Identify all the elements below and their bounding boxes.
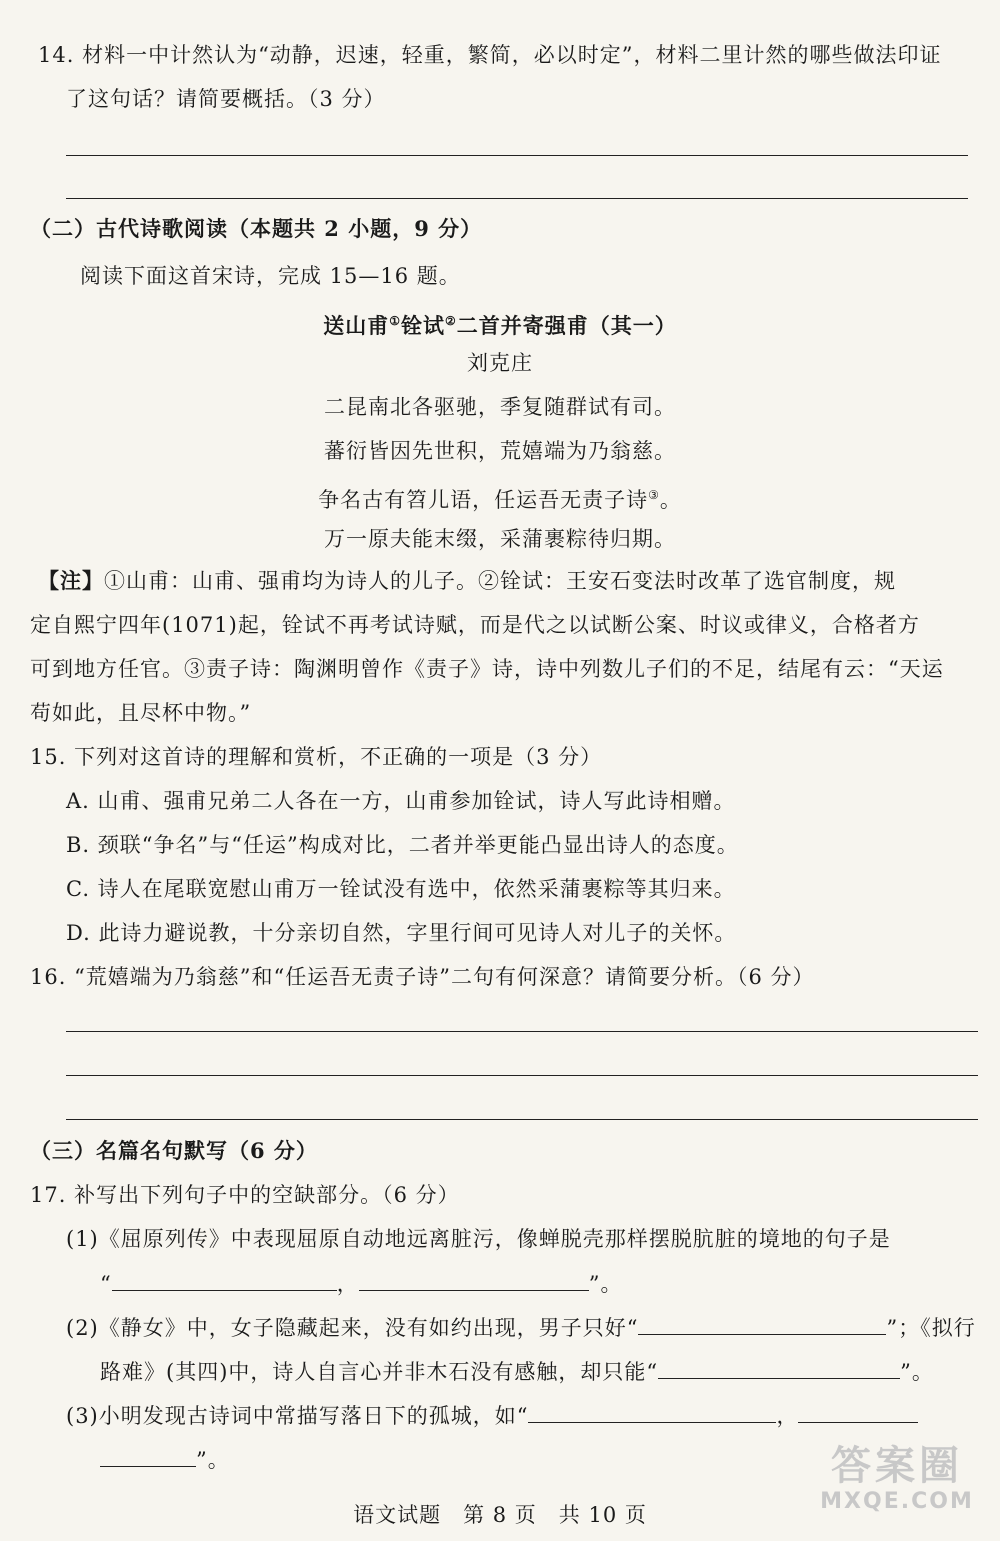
answer-line[interactable] xyxy=(66,155,968,156)
poem-note-line4: 苟如此，且尽杯中物。” xyxy=(30,701,252,725)
comma: ， xyxy=(336,1272,359,1296)
poem-note-line3: 可到地方任官。③责子诗：陶渊明曾作《责子》诗，诗中列数儿子们的不足，结尾有云：“天运 xyxy=(30,657,944,681)
q17-part3-line2 xyxy=(100,1444,230,1475)
q14-stem-line2: 了这句话？请简要概括。（3 分） xyxy=(66,87,386,111)
poem-line: 蕃衍皆因先世积，荒嬉端为乃翁慈。 xyxy=(324,439,676,463)
footnote-marker: ② xyxy=(445,314,457,328)
quote-close: ”。 xyxy=(588,1272,623,1296)
q16-stem: 16. “荒嬉端为乃翁慈”和“任运吾无责子诗”二句有何深意？请简要分析。（6 分） xyxy=(30,965,815,989)
answer-line[interactable] xyxy=(66,1075,978,1076)
poem-note-line1 xyxy=(38,566,896,596)
poem-note-line2: 定自熙宁四年(1071)起，铨试不再考试诗赋，而是代之以试断公案、时议或律义，合格者方 xyxy=(30,613,920,637)
q15-option-d[interactable]: D. 此诗力避说教，十分亲切自然，字里行间可见诗人对儿子的关怀。 xyxy=(66,921,737,945)
comma: ， xyxy=(776,1404,799,1428)
fill-blank[interactable] xyxy=(658,1356,900,1379)
fill-blank[interactable] xyxy=(798,1400,918,1423)
poem-title-part: 二首并寄强甫（其一） xyxy=(456,313,677,338)
q17-part1-prompt: (1)《屈原列传》中表现屈原自动地远离脏污，像蝉脱壳那样摆脱肮脏的境地的句子是 xyxy=(66,1227,891,1251)
page-footer: 语文试题 第 8 页 共 10 页 xyxy=(353,1503,647,1527)
q17-stem: 17. 补写出下列句子中的空缺部分。（6 分） xyxy=(30,1183,460,1207)
watermark-text: 答案圈 xyxy=(831,1443,963,1489)
poem-title xyxy=(0,306,1000,341)
poem-author: 刘克庄 xyxy=(467,351,533,375)
fill-blank[interactable] xyxy=(112,1268,337,1291)
prompt-text: (2)《静女》中，女子隐藏起来，没有如约出现，男子只好“ xyxy=(66,1316,639,1340)
footnote-marker: ③ xyxy=(648,488,660,502)
fill-blank[interactable] xyxy=(100,1444,196,1467)
q15-option-a[interactable]: A. 山甫、强甫兄弟二人各在一方，山甫参加铨试，诗人写此诗相赠。 xyxy=(66,789,736,813)
prompt-text: (3)小明发现古诗词中常描写落日下的孤城，如“ xyxy=(66,1404,529,1428)
watermark-logo xyxy=(812,1443,982,1523)
footnote-marker: ① xyxy=(389,314,401,328)
section-heading-dictation: （三）名篇名句默写（6 分） xyxy=(30,1138,318,1163)
q15-stem: 15. 下列对这首诗的理解和赏析，不正确的一项是（3 分） xyxy=(30,745,603,769)
answer-line[interactable] xyxy=(66,1119,978,1120)
q17-part1-answer xyxy=(100,1268,623,1299)
poem-line-punct: 。 xyxy=(659,488,682,512)
poem-line-text: 争名古有笤儿语，任运吾无责子诗 xyxy=(318,488,649,512)
poetry-instruction: 阅读下面这首宋诗，完成 15—16 题。 xyxy=(80,264,461,288)
poem-title-part: 铨试 xyxy=(401,313,445,338)
prompt-text: 路难》(其四)中，诗人自言心并非木石没有感触，却只能“ xyxy=(100,1360,659,1384)
note-text: ①山甫：山甫、强甫均为诗人的儿子。②铨试：王安石变法时改革了选官制度，规 xyxy=(104,569,896,593)
fill-blank[interactable] xyxy=(638,1312,886,1335)
q15-option-c[interactable]: C. 诗人在尾联宽慰山甫万一铨试没有选中，依然采蒲裹粽等其归来。 xyxy=(66,877,736,901)
fill-blank[interactable] xyxy=(359,1268,589,1291)
q17-part3-line1 xyxy=(66,1400,918,1431)
q15-option-b[interactable]: B. 颈联“争名”与“任运”构成对比，二者并举更能凸显出诗人的态度。 xyxy=(66,833,739,857)
answer-line[interactable] xyxy=(66,1031,978,1032)
poem-line: 万一原夫能末缀，采蒲裹粽待归期。 xyxy=(324,527,676,551)
quote-close: ”。 xyxy=(196,1448,230,1472)
poem-title-part: 送山甫 xyxy=(323,313,390,338)
fill-blank[interactable] xyxy=(528,1400,776,1423)
prompt-text: ”。 xyxy=(900,1360,934,1384)
quote-open: “ xyxy=(100,1272,112,1296)
section-heading-poetry: （二）古代诗歌阅读（本题共 2 小题，9 分） xyxy=(30,216,483,241)
q17-part2-line1 xyxy=(66,1312,976,1343)
q17-part2-line2 xyxy=(100,1356,934,1387)
poem-line: 二昆南北各驱驰，季复随群试有司。 xyxy=(324,395,676,419)
prompt-text: ”；《拟行 xyxy=(886,1316,976,1340)
q14-stem-line1: 14. 材料一中计然认为“动静，迟速，轻重，繁简，必以时定”，材料二里计然的哪些做法印证 xyxy=(38,43,942,67)
poem-line xyxy=(0,480,1000,515)
note-label: 【注】 xyxy=(38,568,104,593)
answer-line[interactable] xyxy=(66,198,968,199)
watermark-domain: MXQE.COM xyxy=(820,1489,974,1514)
